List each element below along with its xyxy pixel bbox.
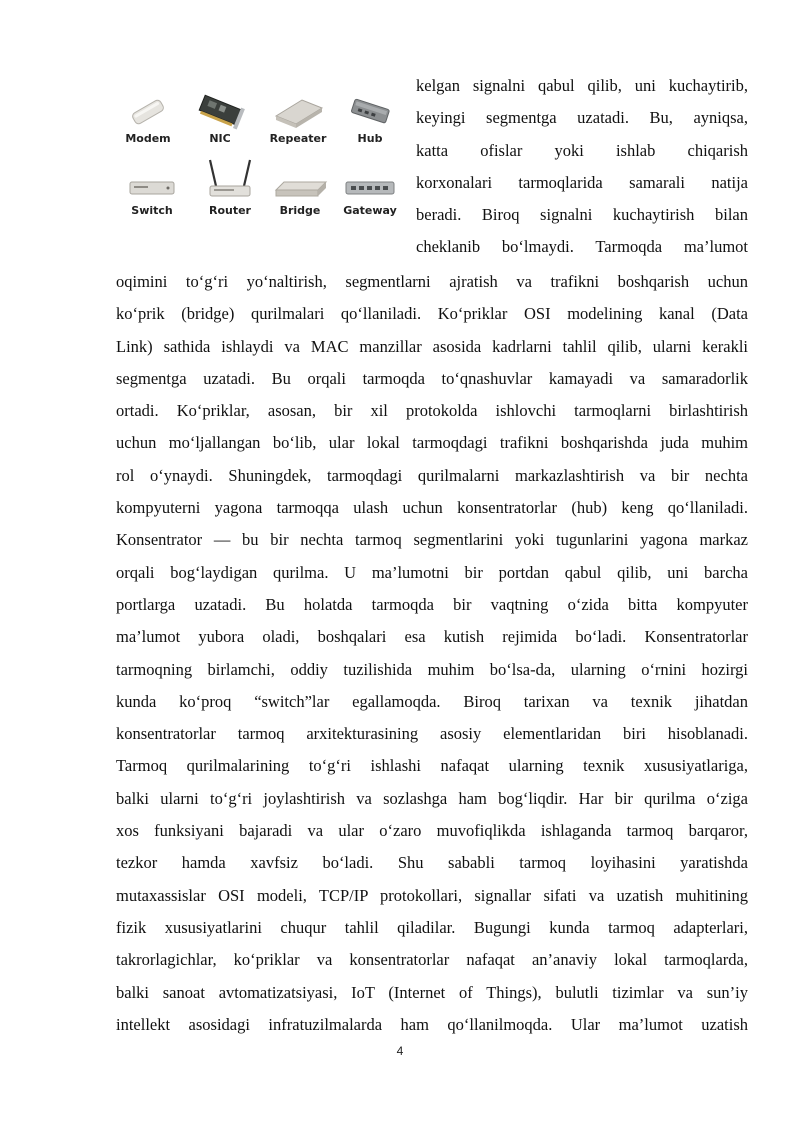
text-line: kompyuterni yagona tarmoqqa ulash uchun konsentratorlar (hub) keng qo‘llaniladi.: [116, 498, 748, 518]
hub-icon: [340, 94, 400, 130]
switch-icon: [122, 174, 182, 202]
device-label: NIC: [209, 132, 231, 145]
text-line: portlarga uzatadi. Bu holatda tarmoqda bir vaqtning o‘zida bitta kompyuter: [116, 594, 748, 614]
device-label: Modem: [125, 132, 171, 145]
text-line: Konsentrator — bu bir nechta tarmoq segmentlarini yoki tugunlarini yagona markaz: [116, 530, 748, 550]
device-modem: [112, 94, 184, 145]
text-line: balki sanoat avtomatizatsiyasi, IoT (Internet of Things), bulutli tizimlar va sun’iy: [116, 982, 748, 1002]
page-number: 4: [396, 1044, 404, 1058]
text-line: fizik xususiyatlarini chuqur tahlil qiladilar. Bugungi kunda tarmoq adapterlari,: [116, 917, 748, 937]
modem-icon: [118, 94, 178, 130]
text-line: ortadi. Ko‘priklar, asosan, bir xil protokolda ishlovchi tarmoqlarni birlashtirish: [116, 401, 748, 421]
device-hub: [334, 94, 406, 145]
device-repeater: [262, 94, 334, 145]
text-line: kelgan signalni qabul qilib, uni kuchaytirib,: [416, 76, 748, 95]
text-line: keyingi segmentga uzatadi. Bu, ayniqsa,: [416, 108, 748, 128]
bridge-icon: [268, 174, 332, 202]
text-line: orqali bog‘laydigan qurilma. U ma’lumotni bir portdan qabul qilib, uni barcha: [116, 562, 748, 582]
text-line: tarmoqning birlamchi, oddiy tuzilishida muhim bo‘lsa-da, ularning o‘rnini hozirgi: [116, 659, 748, 679]
text-line: rol o‘ynaydi. Shuningdek, tarmoqdagi qurilmalarni markazlashtirish va bir nechta: [116, 465, 748, 485]
main-text-body: [116, 266, 748, 1041]
text-line: ko‘prik (bridge) qurilmalari qo‘llaniladi. Ko‘priklar OSI modelining kanal (Data: [116, 304, 748, 324]
side-text-column: [416, 70, 748, 264]
text-line: beradi. Biroq signalni kuchaytirish bilan: [416, 205, 748, 225]
text-line: balki ularni to‘g‘ri joylashtirish va sozlashga ham bog‘liqdir. Har bir qurilma o‘ziga: [116, 788, 748, 808]
device-label: Switch: [131, 204, 173, 217]
text-line: ma’lumot yubora oladi, boshqalari esa kutish rejimida bo‘ladi. Konsentratorlar: [116, 627, 748, 647]
text-line: xos funksiyani bajaradi va ular o‘zaro muvofiqlikda ishlaganda tarmoq barqaror,: [116, 821, 748, 841]
device-label: Repeater: [269, 132, 327, 145]
device-switch: [116, 174, 188, 217]
text-line: Link) sathida ishlaydi va MAC manzillar asosida kadrlarni tahlil qilib, ularni kerakli: [116, 336, 748, 356]
text-line: segmentga uzatadi. Bu orqali tarmoqda to‘qnashuvlar kamayadi va samaradorlik: [116, 368, 748, 388]
text-line: korxonalari tarmoqlarida samarali natija: [416, 172, 748, 192]
text-line: Tarmoq qurilmalarining to‘g‘ri ishlashi nafaqat ularning texnik xususiyatlariga,: [116, 756, 748, 776]
device-router: [194, 156, 266, 217]
text-line: kunda ko‘proq “switch”lar egallamoqda. Biroq tarixan va texnik jihatdan: [116, 691, 748, 711]
text-line: mutaxassislar OSI modeli, TCP/IP protokollari, signallar sifati va uzatish muhitining: [116, 885, 748, 905]
text-line: oqimini to‘g‘ri yo‘naltirish, segmentlarni ajratish va trafikni boshqarish uchun: [116, 272, 748, 291]
text-line: cheklanib bo‘lmaydi. Tarmoqda ma’lumot: [416, 237, 748, 257]
text-line: takrorlagichlar, ko‘priklar va konsentratorlar nafaqat an’anaviy lokal tarmoqlarda,: [116, 950, 748, 970]
text-line: tezkor hamda xavfsiz bo‘ladi. Shu sababli tarmoq loyihasini yaratishda: [116, 853, 748, 873]
device-label: Router: [208, 204, 251, 217]
device-gateway: [334, 174, 406, 217]
text-line: uchun mo‘ljallangan bo‘lib, ular lokal tarmoqdagi trafikni boshqarishda juda muhim: [116, 433, 748, 453]
router-icon: [200, 156, 260, 202]
device-nic: [184, 94, 256, 145]
text-line: katta ofislar yoki ishlab chiqarish: [416, 140, 748, 160]
device-label: Gateway: [343, 204, 397, 217]
device-bridge: [264, 174, 336, 217]
device-label: Bridge: [279, 204, 321, 217]
network-devices-figure: [112, 86, 406, 232]
nic-icon: [188, 94, 252, 130]
text-line: konsentratorlar tarmoq arxitekturasining asosiy elementlaridan biri hisoblanadi.: [116, 724, 748, 744]
text-line: intellekt asosidagi infratuzilmalarda ham qo‘llanilmoqda. Ular ma’lumot uzatish: [116, 1014, 748, 1034]
repeater-icon: [266, 94, 330, 130]
device-label: Hub: [357, 132, 383, 145]
gateway-icon: [338, 174, 402, 202]
